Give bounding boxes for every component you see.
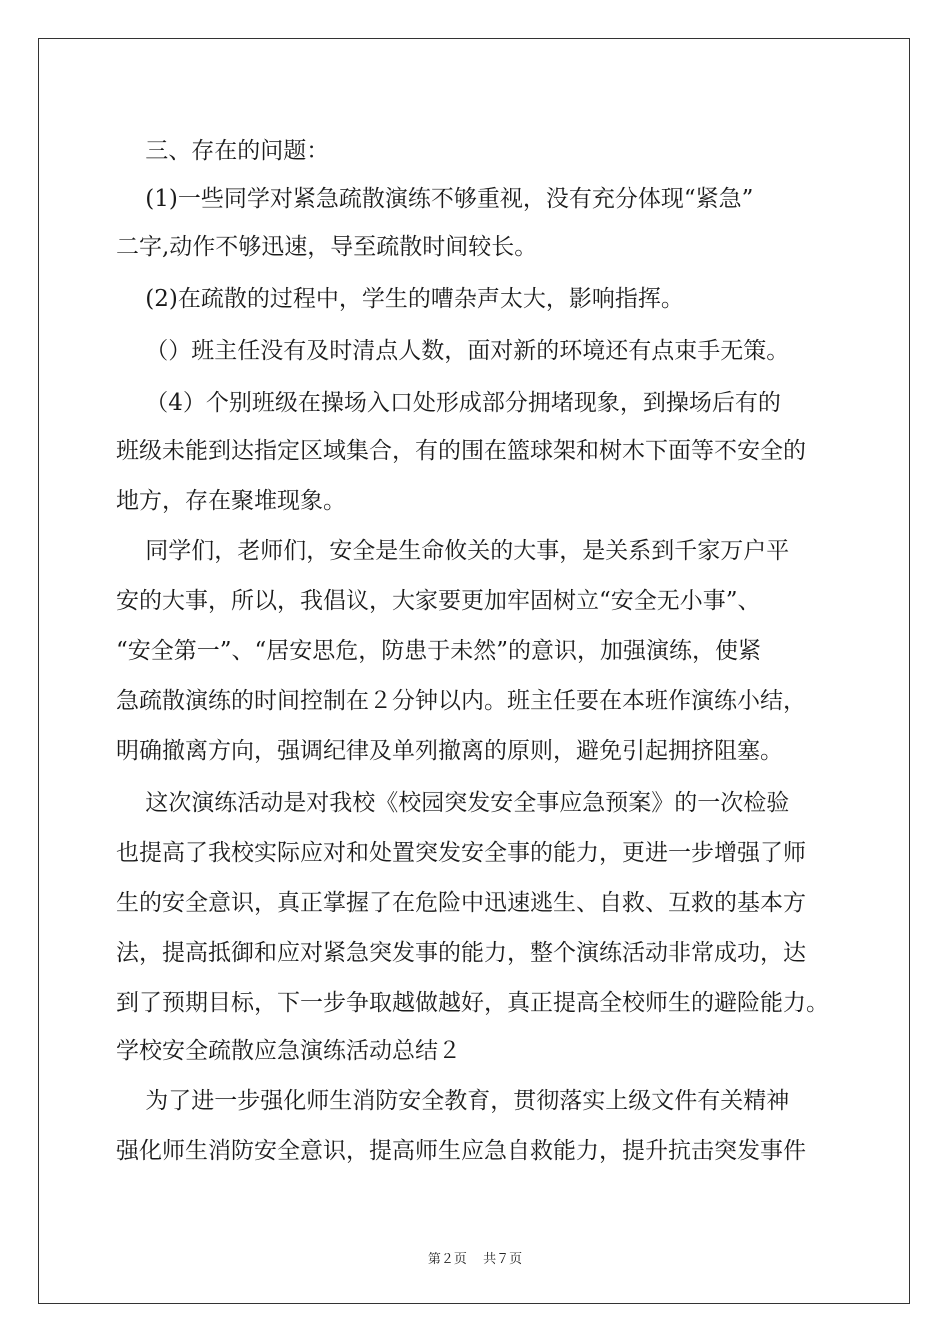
text-line: 急疏散演练的时间控制在２分钟以内。班主任要在本班作演练小结，	[116, 688, 806, 714]
text-line: 法，提高抵御和应对紧急突发事的能力，整个演练活动非常成功，达	[116, 940, 806, 966]
text-line: 生的安全意识，真正掌握了在危险中迅速逃生、自救、互救的基本方	[116, 890, 806, 916]
text-line: 这次演练活动是对我校《校园突发安全事应急预案》的一次检验	[116, 790, 790, 816]
text-line: 到了预期目标，下一步争取越做越好，真正提高全校师生的避险能力。	[116, 990, 829, 1016]
text-line: 三、存在的问题：	[116, 138, 330, 164]
page-footer	[0, 1248, 950, 1267]
text-line: 班级未能到达指定区域集合，有的围在篮球架和树木下面等不安全的	[116, 438, 806, 464]
text-line: （）班主任没有及时清点人数，面对新的环境还有点束手无策。	[116, 338, 790, 364]
page-total: 共７页	[483, 1252, 523, 1267]
page-number: 第２页	[427, 1252, 467, 1267]
text-line: 地方，存在聚堆现象。	[116, 488, 346, 514]
text-line: 安的大事，所以，我倡议，大家要更加牢固树立“安全无小事”、	[116, 588, 761, 614]
text-line: “安全第一”、“居安思危，防患于未然”的意识，加强演练，使紧	[116, 638, 762, 664]
text-line: 二字,动作不够迅速，导至疏散时间较长。	[116, 234, 538, 260]
text-line: (2)在疏散的过程中，学生的嘈杂声太大，影响指挥。	[116, 286, 684, 312]
text-line: (1)一些同学对紧急疏散演练不够重视，没有充分体现“紧急”	[116, 186, 754, 212]
text-line: 也提高了我校实际应对和处置突发安全事的能力，更进一步增强了师	[116, 840, 806, 866]
text-line: 强化师生消防安全意识，提高师生应急自救能力，提升抗击突发事件	[116, 1138, 806, 1164]
text-line: 明确撤离方向，强调纪律及单列撤离的原则，避免引起拥挤阻塞。	[116, 738, 783, 764]
section-heading: 学校安全疏散应急演练活动总结２	[116, 1038, 461, 1064]
text-line: （4）个别班级在操场入口处形成部分拥堵现象，到操场后有的	[116, 390, 781, 416]
text-line: 为了进一步强化师生消防安全教育，贯彻落实上级文件有关精神	[116, 1088, 790, 1114]
text-line: 同学们，老师们，安全是生命攸关的大事，是关系到千家万户平	[116, 538, 790, 564]
